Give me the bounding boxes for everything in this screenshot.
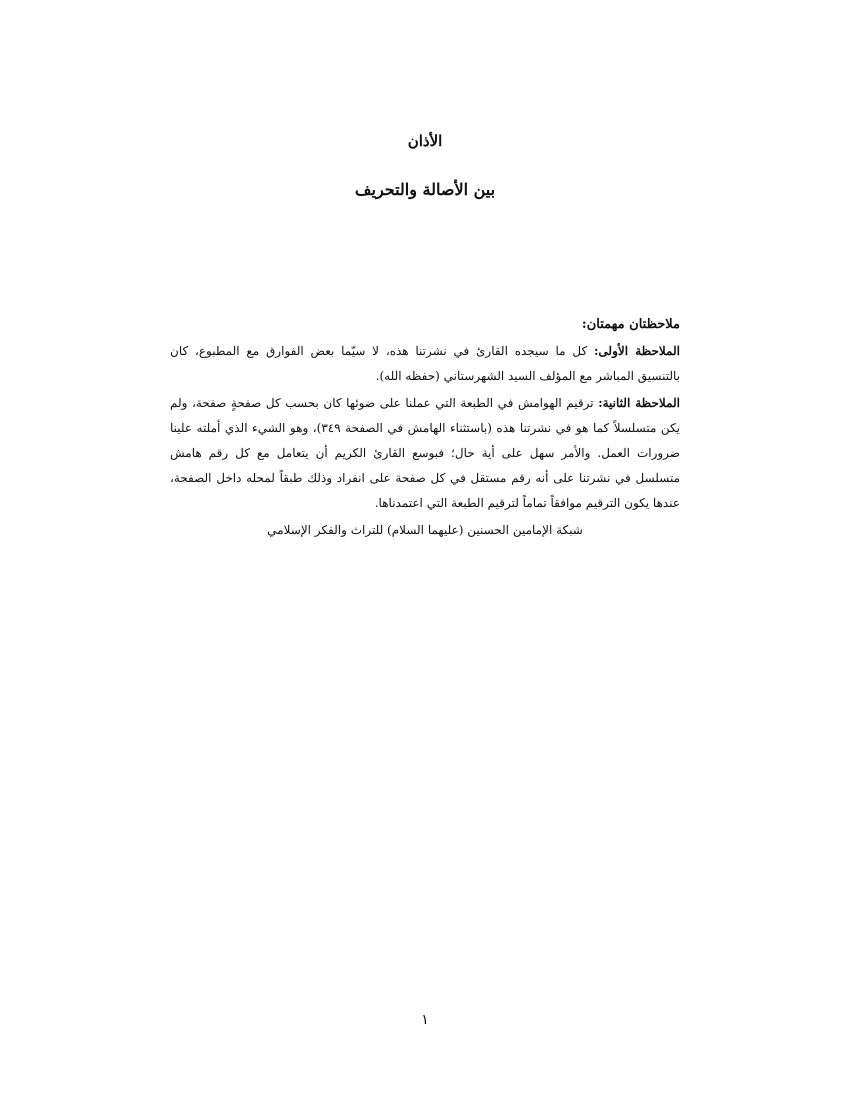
page-number: ١: [421, 1012, 429, 1028]
publisher-signature: شبكة الإمامين الحسنين (عليهما السلام) للتراث والفكر الإسلامي: [267, 523, 583, 537]
note-first: [170, 339, 680, 389]
note-second-text: ترقيم الهوامش في الطبعة التي عملنا على ضوئها كان بحسب كل صفحةٍ صفحة، ولم يكن متسلسلاً كما هو في نشرتنا هذه (باستثناء الهامش في الصفحة ٣٤٩)، وهو الشيء الذي أملته علينا ضرورات العمل. والأمر سهل على أية حال؛ فبوسع القارئ الكريم أن يتعامل مع كل رقم هامش متسلسل في نشرتنا على أنه رقم مستقل في كل صفحة على انفراد وذلك طبقاً لمحله داخل الصفحة، عندها يكون الترقيم موافقاً تماماً لترقيم الطبعة التي اعتمدناها.: [170, 396, 680, 510]
document-subtitle: بين الأصالة والتحريف: [354, 180, 496, 199]
note-first-label: الملاحظة الأولى:: [593, 344, 680, 358]
note-second: [170, 391, 680, 516]
note-first-text: كل ما سيجده القارئ في نشرتنا هذه، لا سيّما بعض الفوارق مع المطبوع، كان بالتنسيق المباشر مع المؤلف السيد الشهرستاني (حفظه الله).: [170, 344, 680, 383]
notes-section: [170, 312, 680, 543]
document-title: الأذان: [407, 132, 443, 150]
note-second-label: الملاحظة الثانية:: [598, 396, 680, 410]
notes-heading: ملاحظتان مهمتان:: [581, 317, 680, 332]
